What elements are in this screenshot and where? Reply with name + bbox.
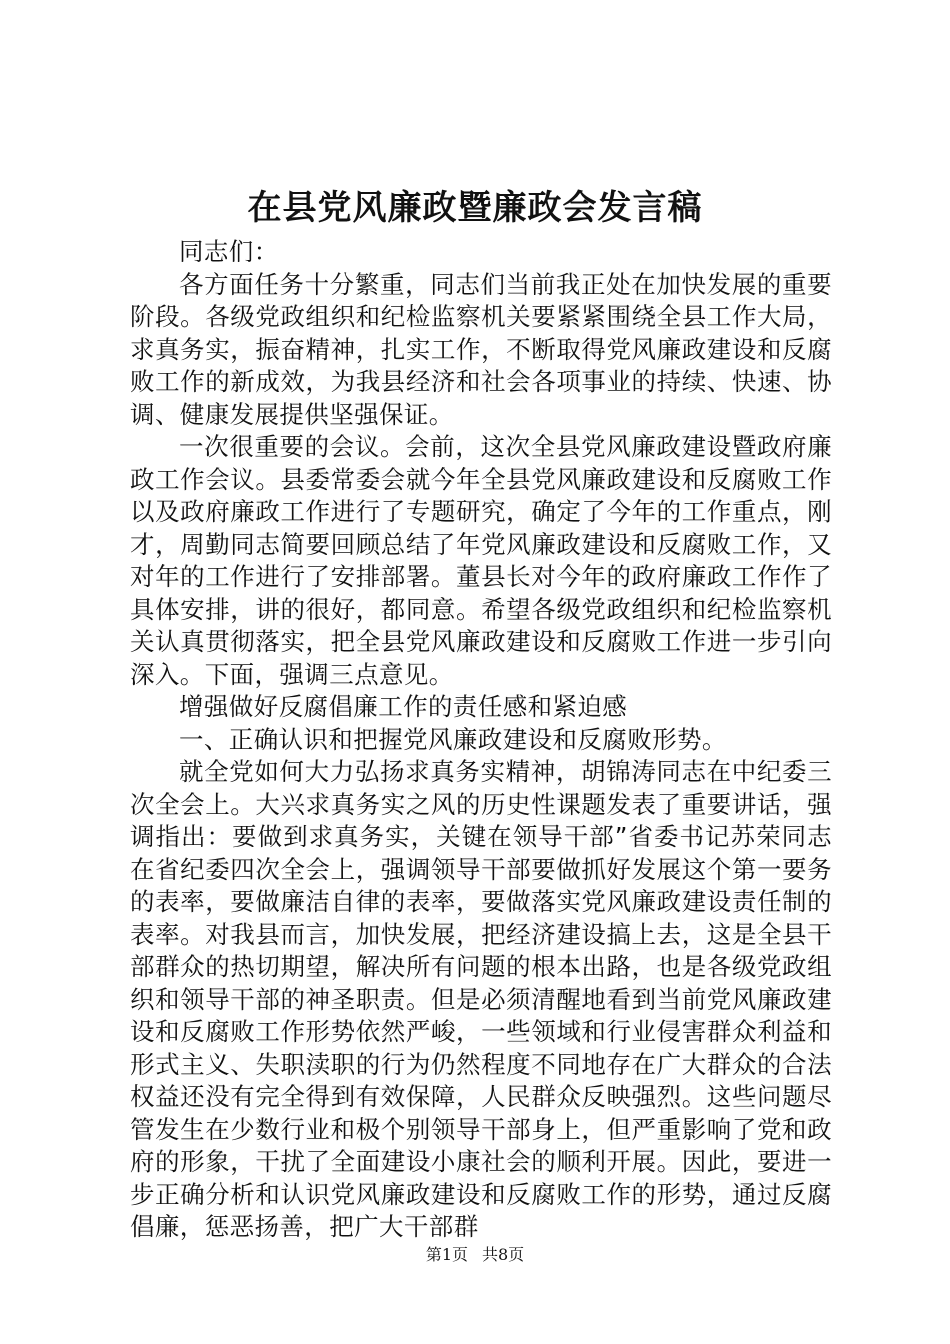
page-footer — [0, 1244, 950, 1266]
salutation-paragraph: 同志们： — [179, 237, 279, 266]
body-paragraph: 就全党如何大力弘扬求真务实精神，胡锦涛同志在中纪委三次全会上。大兴求真务实之风的历史性课题发表了重要讲话，强调指出：要做到求真务实，关键在领导干部”省委书记苏荣同志在省纪委四次全会上，强调领导干部要做抓好发展这个第一要务的表率，要做廉洁自律的表率，要做落实党风廉政建设责任制的表率。对我县而言，加快发展，把经济建设搞上去，这是全县干部群众的热切期望，解决所有问题的根本出路，也是各级党政组织和领导干部的神圣职责。但是必须清醒地看到当前党风廉政建设和反腐败工作形势依然严峻，一些领域和行业侵害群众利益和形式主义、失职渎职的行为仍然程度不同地存在广大群众的合法权益还没有完全得到有效保障，人民群众反映强烈。这些问题尽管发生在少数行业和极个别领导干部身上，但严重影响了党和政府的形象，干扰了全面建设小康社会的顺利开展。因此，要进一步正确分析和认识党风廉政建设和反腐败工作的形势，通过反腐倡廉，惩恶扬善，把广大干部群 — [130, 757, 832, 1241]
document-title: 在县党风廉政暨廉政会发言稿 — [247, 188, 703, 228]
page-total: 共8页 — [482, 1245, 525, 1264]
section-heading: 增强做好反腐倡廉工作的责任感和紧迫感 — [179, 692, 628, 721]
subsection-heading: 一、正确认识和把握党风廉政建设和反腐败形势。 — [179, 724, 727, 754]
body-paragraph: 一次很重要的会议。会前，这次全县党风廉政建设暨政府廉政工作会议。县委常委会就今年全县党风廉政建设和反腐败工作以及政府廉政工作进行了专题研究，确定了今年的工作重点，刚才，周勤同志简要回顾总结了年党风廉政建设和反腐败工作，又对年的工作进行了安排部署。董县长对今年的政府廉政工作作了具体安排，讲的很好，都同意。希望各级党政组织和纪检监察机关认真贯彻落实，把全县党风廉政建设和反腐败工作进一步引向深入。下面，强调三点意见。 — [130, 432, 832, 689]
document-body — [130, 236, 832, 1244]
body-paragraph: 各方面任务十分繁重，同志们当前我正处在加快发展的重要阶段。各级党政组织和纪检监察机关要紧紧围绕全县工作大局，求真务实，振奋精神，扎实工作，不断取得党风廉政建设和反腐败工作的新成效，为我县经济和社会各项事业的持续、快速、协调、健康发展提供坚强保证。 — [130, 269, 832, 429]
page-number: 第1页 — [425, 1245, 468, 1264]
